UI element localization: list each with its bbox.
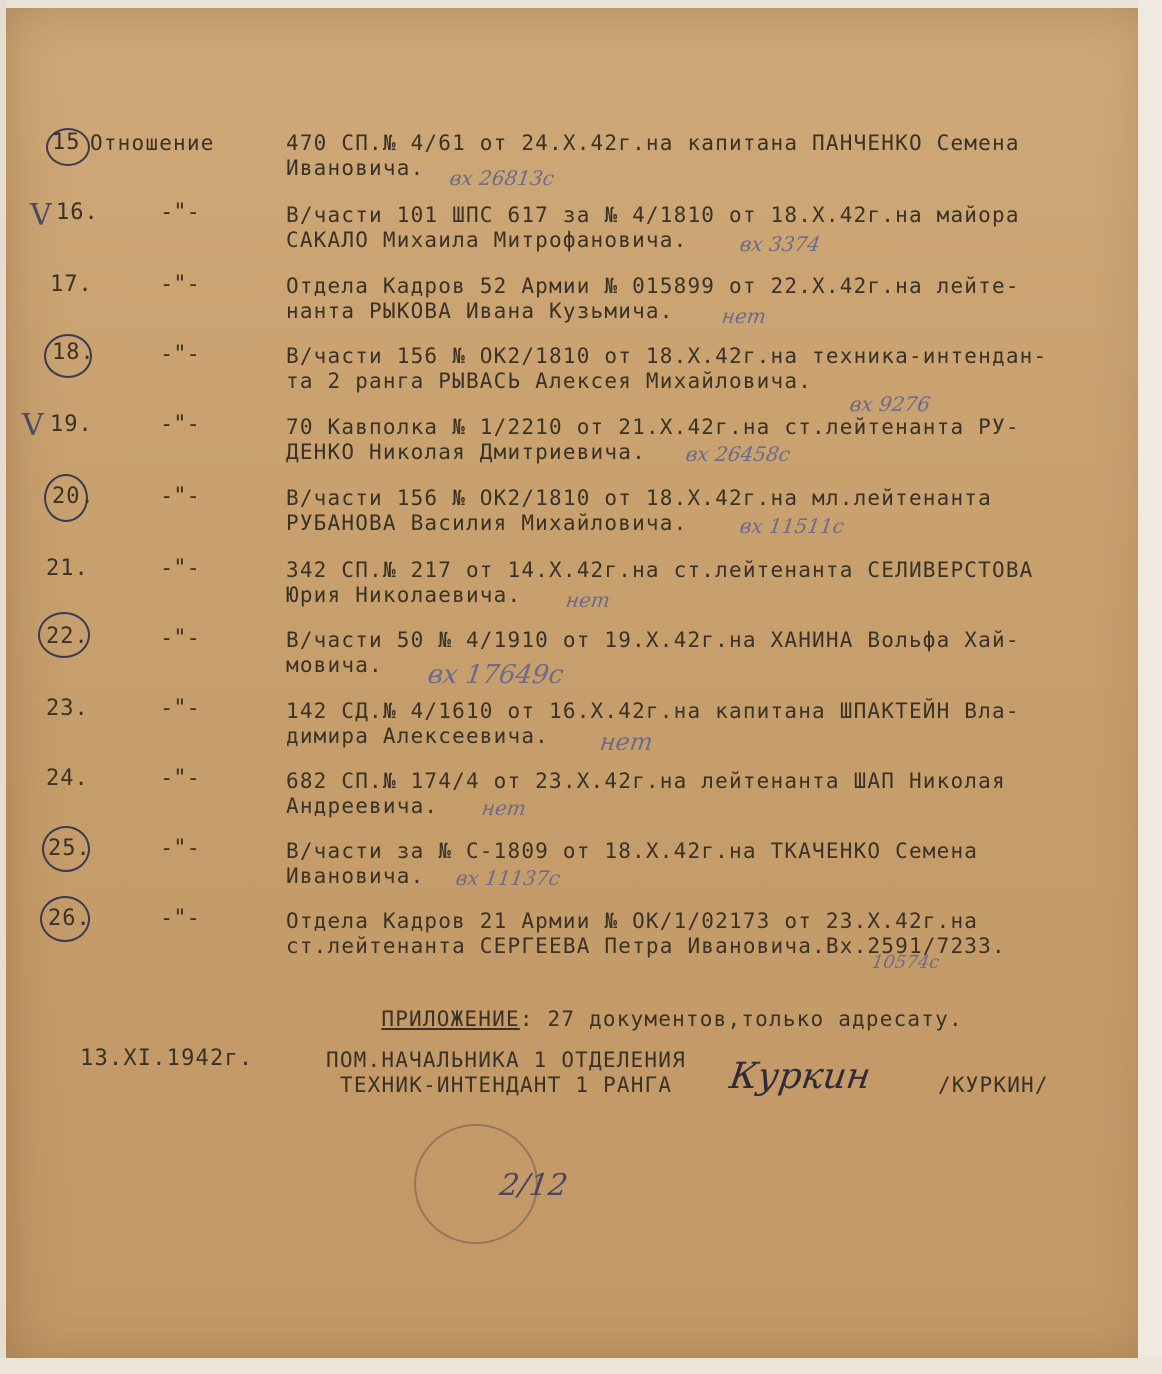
entry-line-1: В/части 156 № ОК2/1810 от 18.Х.42г.на техника-интендан- — [286, 344, 1048, 368]
handwritten-note: вх 9276 — [848, 392, 932, 416]
entry-number: 20. — [52, 484, 95, 509]
ditto-mark: -"- — [160, 200, 200, 225]
entry-type: Отношение — [90, 131, 215, 155]
entry-line-1: В/части 50 № 4/1910 от 19.Х.42г.на ХАНИНА Вольфа Хай- — [286, 628, 1020, 652]
handwritten-note: нет — [480, 796, 528, 820]
ditto-mark: -"- — [160, 412, 200, 437]
entry-line-2: САКАЛО Михаила Митрофановича. — [286, 228, 688, 252]
check-mark: V — [22, 408, 44, 443]
entry-number: 23. — [46, 696, 89, 721]
entry-line-1: 70 Кавполка № 1/2210 от 21.Х.42г.на ст.лейтенанта РУ- — [286, 415, 1020, 439]
entry-line-2: ст.лейтенанта СЕРГЕЕВА Петра Ивановича.Вх.2591/7233. — [286, 934, 1006, 958]
entry-line-2: Андреевича. — [286, 794, 439, 818]
ditto-mark: -"- — [160, 836, 200, 861]
handwritten-note: вх 11511с — [738, 514, 846, 538]
entry-line-1: В/части 101 ШПС 617 за № 4/1810 от 18.Х.42г.на майора — [286, 203, 1020, 227]
stamp-note: 2/12 — [497, 1168, 570, 1203]
handwritten-note: нет — [598, 728, 655, 756]
scan-border-left — [0, 0, 6, 1374]
entry-line-2: ДЕНКО Николая Дмитриевича. — [286, 440, 646, 464]
attachment-label: ПРИЛОЖЕНИЕ — [381, 1007, 520, 1031]
entry-line-2: Юрия Николаевича. — [286, 583, 522, 607]
ditto-mark: -"- — [160, 766, 200, 791]
handwritten-note: нет — [720, 304, 768, 328]
ditto-mark: -"- — [160, 272, 200, 297]
handwritten-note: вх 17649с — [425, 660, 566, 690]
entry-number: 24. — [46, 766, 89, 791]
check-mark: V — [30, 198, 52, 233]
ditto-mark: -"- — [160, 626, 200, 651]
entry-line-1: В/части 156 № ОК2/1810 от 18.Х.42г.на мл.лейтенанта — [286, 486, 992, 510]
entry-line-2: Ивановича. — [286, 156, 425, 180]
ditto-mark: -"- — [160, 906, 200, 931]
attachment-text: : 27 документов,только адресату. — [519, 1007, 963, 1031]
entry-number: 16. — [56, 200, 99, 225]
ditto-mark: -"- — [160, 342, 200, 367]
entry-number: 26. — [48, 906, 91, 931]
signatory-position-line-1: ПОМ.НАЧАЛЬНИКА 1 ОТДЕЛЕНИЯ — [326, 1048, 686, 1072]
entry-number: 21. — [46, 556, 89, 581]
ditto-mark: -"- — [160, 696, 200, 721]
scan-border-bottom — [0, 1358, 1162, 1374]
entry-number: 22. — [46, 624, 89, 649]
handwritten-note: нет — [564, 588, 612, 612]
scan-border-top — [0, 0, 1162, 8]
entry-line-1: 342 СП.№ 217 от 14.Х.42г.на ст.лейтенанта СЕЛИВЕРСТОВА — [286, 558, 1034, 582]
handwritten-note: вх 11137с — [454, 866, 562, 890]
ditto-mark: -"- — [160, 484, 200, 509]
entry-line-2: РУБАНОВА Василия Михайловича. — [286, 511, 688, 535]
attachment-line — [326, 982, 963, 1057]
entry-number: 25. — [48, 836, 91, 861]
entry-number: 17. — [50, 272, 93, 297]
signature: Куркин — [727, 1056, 874, 1097]
entry-line-1: 470 СП.№ 4/61 от 24.Х.42г.на капитана ПАНЧЕНКО Семена — [286, 131, 1020, 155]
handwritten-note: вх 3374 — [738, 232, 822, 256]
entry-line-1: 142 СД.№ 4/1610 от 16.Х.42г.на капитана ШПАКТЕЙН Вла- — [286, 699, 1020, 723]
entry-number: 15 — [52, 130, 81, 155]
handwritten-note: 10574с — [870, 952, 941, 973]
entry-line-1: В/части за № С-1809 от 18.Х.42г.на ТКАЧЕНКО Семена — [286, 839, 979, 863]
entry-number: 18. — [52, 340, 95, 365]
signatory-name: /КУРКИН/ — [938, 1073, 1049, 1097]
signatory-position-line-2: ТЕХНИК-ИНТЕНДАНТ 1 РАНГА — [340, 1073, 673, 1097]
entry-line-2: димира Алексеевича. — [286, 724, 550, 748]
entry-line-2: мовича. — [286, 653, 383, 677]
entry-number: 19. — [50, 412, 93, 437]
handwritten-note: вх 26458с — [684, 442, 792, 466]
entry-line-2: Ивановича. — [286, 864, 425, 888]
entry-line-2: та 2 ранга РЫВАСЬ Алексея Михайловича. — [286, 369, 813, 393]
entry-line-1: Отдела Кадров 21 Армии № ОК/1/02173 от 23.Х.42г.на — [286, 909, 979, 933]
entry-line-1: 682 СП.№ 174/4 от 23.Х.42г.на лейтенанта ШАП Николая — [286, 769, 1006, 793]
entry-line-2: нанта РЫКОВА Ивана Кузьмича. — [286, 299, 674, 323]
scan-border-right — [1138, 0, 1162, 1374]
ditto-mark: -"- — [160, 556, 200, 581]
entry-line-1: Отдела Кадров 52 Армии № 015899 от 22.Х.42г.на лейте- — [286, 274, 1020, 298]
handwritten-note: вх 26813с — [448, 166, 556, 190]
document-date: 13.XI.1942г. — [80, 1046, 254, 1071]
